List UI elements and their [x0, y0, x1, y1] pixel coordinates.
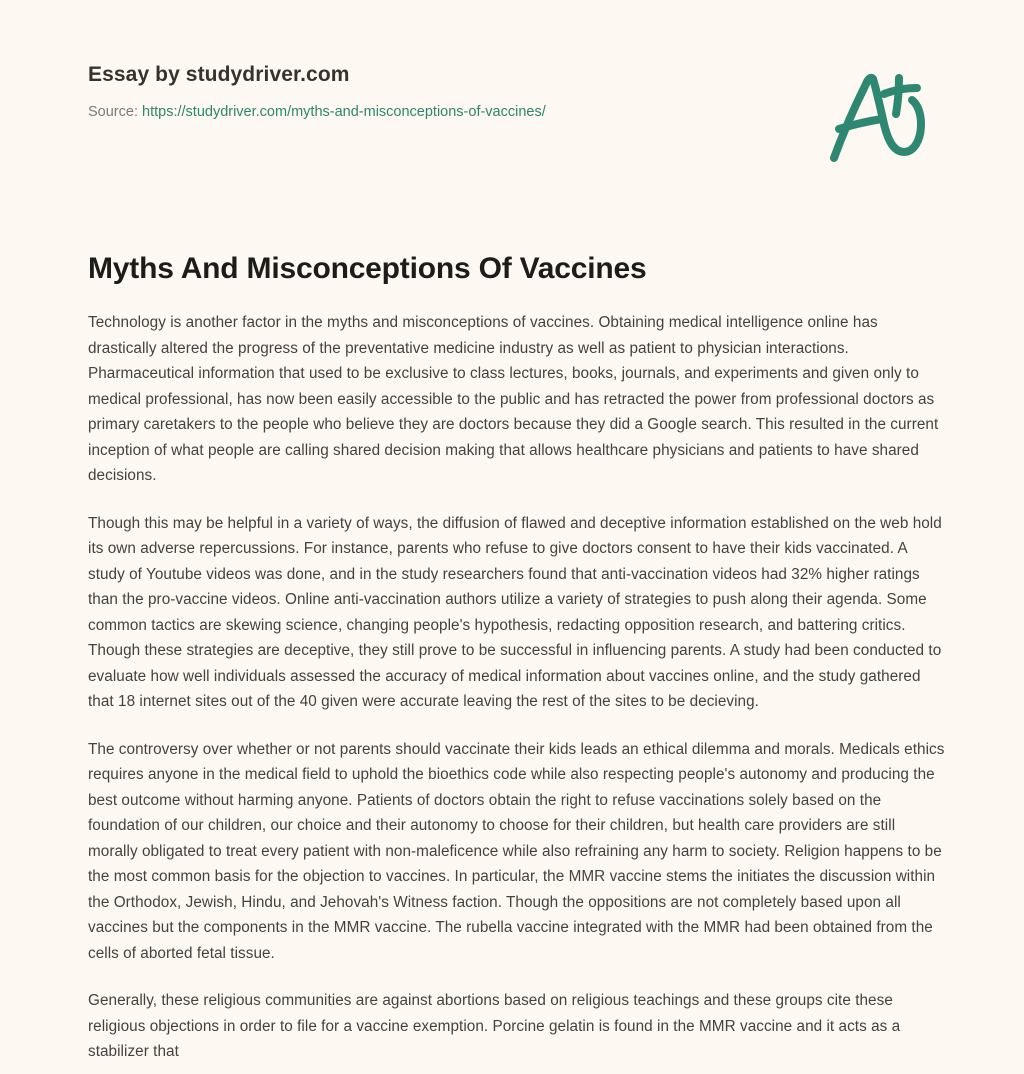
document-header [88, 62, 946, 172]
essay-body [88, 310, 946, 1065]
source-label: Source: [88, 104, 138, 121]
paragraph: The controversy over whether or not parents should vaccinate their kids leads an ethical dilemma and morals. Medicals ethics requires anyone in the medical field to uphold the bioethics code while also respecting people's autonomy and producing the best outcome without harming anyone. Patients of doctors obtain the right to refuse vaccinations solely based on the foundation of our children, our choice and their autonomy to choose for their children, but health care providers are still morally obligated to treat every patient with non-maleficence while also refraining any harm to society. Religion happens to be the most common basis for the objection to vaccines. In particular, the MMR vaccine stems the initiates the discussion within the Orthodox, Jewish, Hindu, and Jehovah's Witness faction. Though the oppositions are not completely based upon all vaccines but the components in the MMR vaccine. The rubella vaccine integrated with the MMR had been obtained from the cells of aborted fetal tissue. [88, 740, 945, 962]
paragraph: Generally, these religious communities are against abortions based on religious teachings and these groups cite these religious objections in order to file for a vaccine exemption. Porcine gelatin is found in the MMR vaccine and it acts as a stabilizer that [88, 992, 901, 1060]
source-line [88, 103, 946, 122]
page-title: Myths And Misconceptions Of Vaccines [88, 252, 647, 285]
source-url-link[interactable]: https://studydriver.com/myths-and-misconceptions-of-vaccines/ [142, 104, 546, 121]
byline: Essay by studydriver.com [88, 63, 350, 86]
studydriver-a-plus-logo-icon [822, 66, 932, 166]
paragraph: Though this may be helpful in a variety of ways, the diffusion of flawed and deceptive information established on the web hold its own adverse repercussions. For instance, parents who refuse to give doctors consent to have their kids vaccinated. A study of Youtube videos was done, and in the study researchers found that anti-vaccination videos had 32% higher ratings than the pro-vaccine videos. Online anti-vaccination authors utilize a variety of strategies to push along their agenda. Some common tactics are skewing science, changing people's hypothesis, redacting opposition research, and battering critics. Though these strategies are deceptive, they still prove to be successful in influencing parents. A study had been conducted to evaluate how well individuals assessed the accuracy of medical information about vaccines online, and the study gathered that 18 internet sites out of the 40 given were accurate leaving the rest of the sites to be decieving. [88, 514, 942, 710]
paragraph: Technology is another factor in the myths and misconceptions of vaccines. Obtaining medical intelligence online has drastically altered the progress of the preventative medicine industry as well as patient to physician interactions. Pharmaceutical information that used to be exclusive to class lectures, books, journals, and experiments and given only to medical professional, has now been easily accessible to the public and has retracted the power from professional doctors as primary caretakers to the people who believe they are doctors because they did a Google search. This resulted in the current inception of what people are calling shared decision making that allows healthcare physicians and patients to have shared decisions. [88, 314, 939, 484]
